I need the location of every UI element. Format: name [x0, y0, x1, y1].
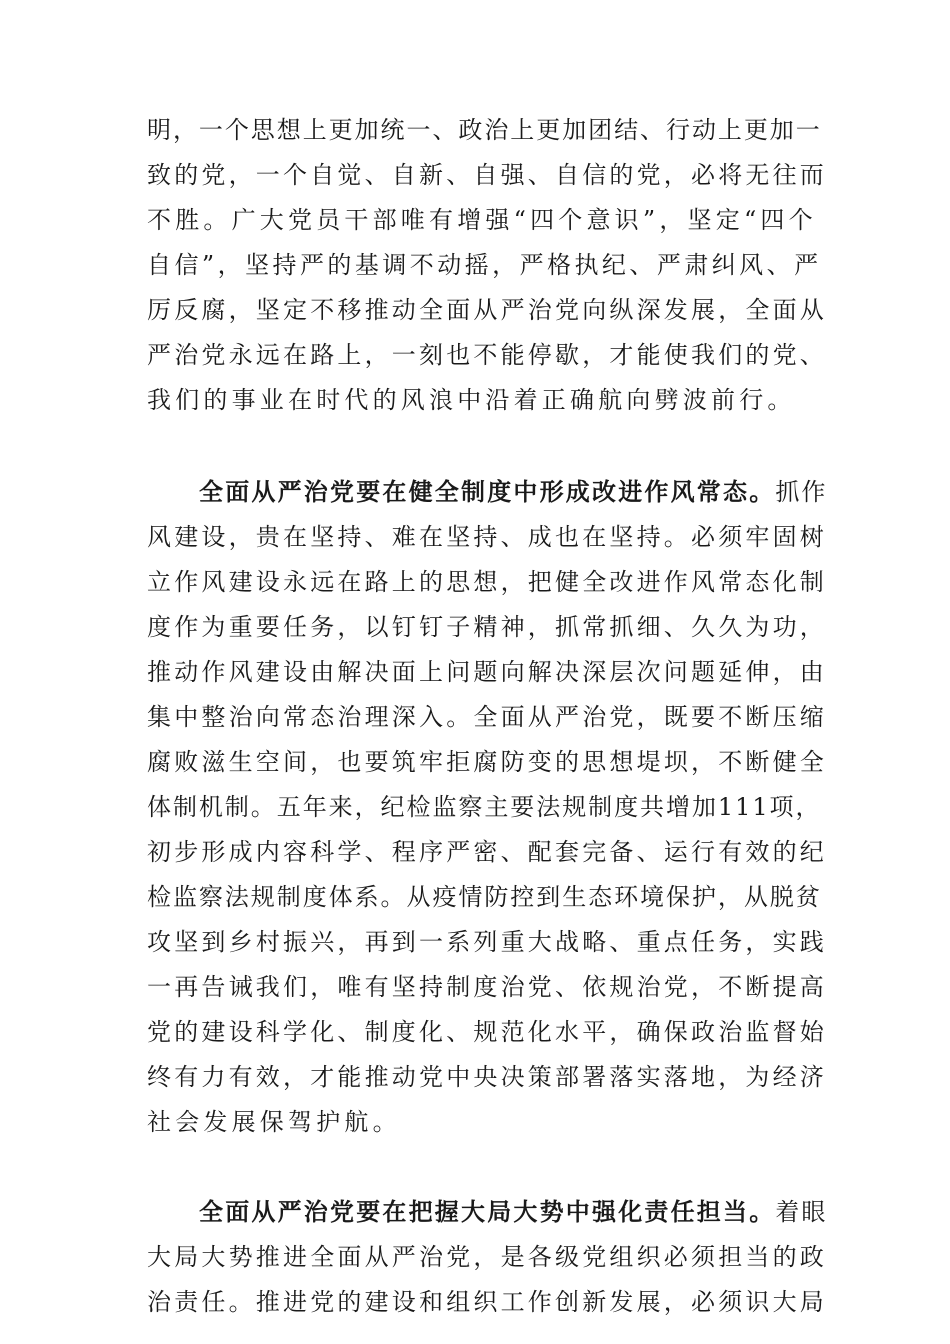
paragraph-line: 我们的事业在时代的风浪中沿着正确航向劈波前行。 [147, 386, 796, 414]
paragraph-line: 大局大势推进全面从严治党，是各级党组织必须担当的政 [147, 1243, 827, 1271]
paragraph-line: 终有力有效，才能推动党中央决策部署落实落地，为经济 [147, 1063, 827, 1091]
paragraph-line: 自信”，坚持严的基调不动摇，严格执纪、严肃纠风、严 [147, 251, 822, 279]
paragraph-line: 社会发展保驾护航。 [147, 1108, 401, 1136]
paragraph-line: 体制机制。五年来，纪检监察主要法规制度共增加111项， [147, 793, 822, 821]
paragraph-line: 推动作风建设由解决面上问题向解决深层次问题延伸，由 [147, 658, 827, 686]
paragraph-line: 度作为重要任务，以钉钉子精神，抓常抓细、久久为功， [147, 613, 827, 641]
paragraph-line: 严治党永远在路上，一刻也不能停歇，才能使我们的党、 [147, 341, 827, 369]
paragraph-line: 厉反腐，坚定不移推动全面从严治党向纵深发展，全面从 [147, 296, 827, 324]
paragraph-line: 明，一个思想上更加统一、政治上更加团结、行动上更加一 [147, 116, 822, 144]
paragraph-line-rest: 着眼 [775, 1198, 828, 1226]
paragraph-line: 集中整治向常态治理深入。全面从严治党，既要不断压缩 [147, 703, 827, 731]
paragraph-line: 治责任。推进党的建设和组织工作创新发展，必须识大局 [147, 1288, 827, 1316]
paragraph-line: 检监察法规制度体系。从疫情防控到生态环境保护，从脱贫 [147, 883, 822, 911]
paragraph-line: 不胜。广大党员干部唯有增强“四个意识”，坚定“四个 [147, 206, 817, 234]
paragraph-line: 立作风建设永远在路上的思想，把健全改进作风常态化制 [147, 568, 827, 596]
paragraph-heading: 全面从严治党要在健全制度中形成改进作风常态。 [199, 478, 776, 506]
paragraph-line: 风建设，贵在坚持、难在坚持、成也在坚持。必须牢固树 [147, 523, 827, 551]
paragraph-line: 腐败滋生空间，也要筑牢拒腐防变的思想堤坝，不断健全 [147, 748, 827, 776]
paragraph-first-line [199, 1197, 827, 1241]
paragraph-line: 攻坚到乡村振兴，再到一系列重大战略、重点任务，实践 [147, 928, 827, 956]
paragraph-line: 一再告诫我们，唯有坚持制度治党、依规治党，不断提高 [147, 973, 827, 1001]
paragraph-line: 初步形成内容科学、程序严密、配套完备、运行有效的纪 [147, 838, 827, 866]
paragraph-first-line [199, 477, 827, 521]
paragraph-line-rest: 抓作 [775, 478, 828, 506]
paragraph-line: 党的建设科学化、制度化、规范化水平，确保政治监督始 [147, 1018, 827, 1046]
paragraph-heading: 全面从严治党要在把握大局大势中强化责任担当。 [199, 1198, 776, 1226]
paragraph-line: 致的党，一个自觉、自新、自强、自信的党，必将无往而 [147, 161, 827, 189]
